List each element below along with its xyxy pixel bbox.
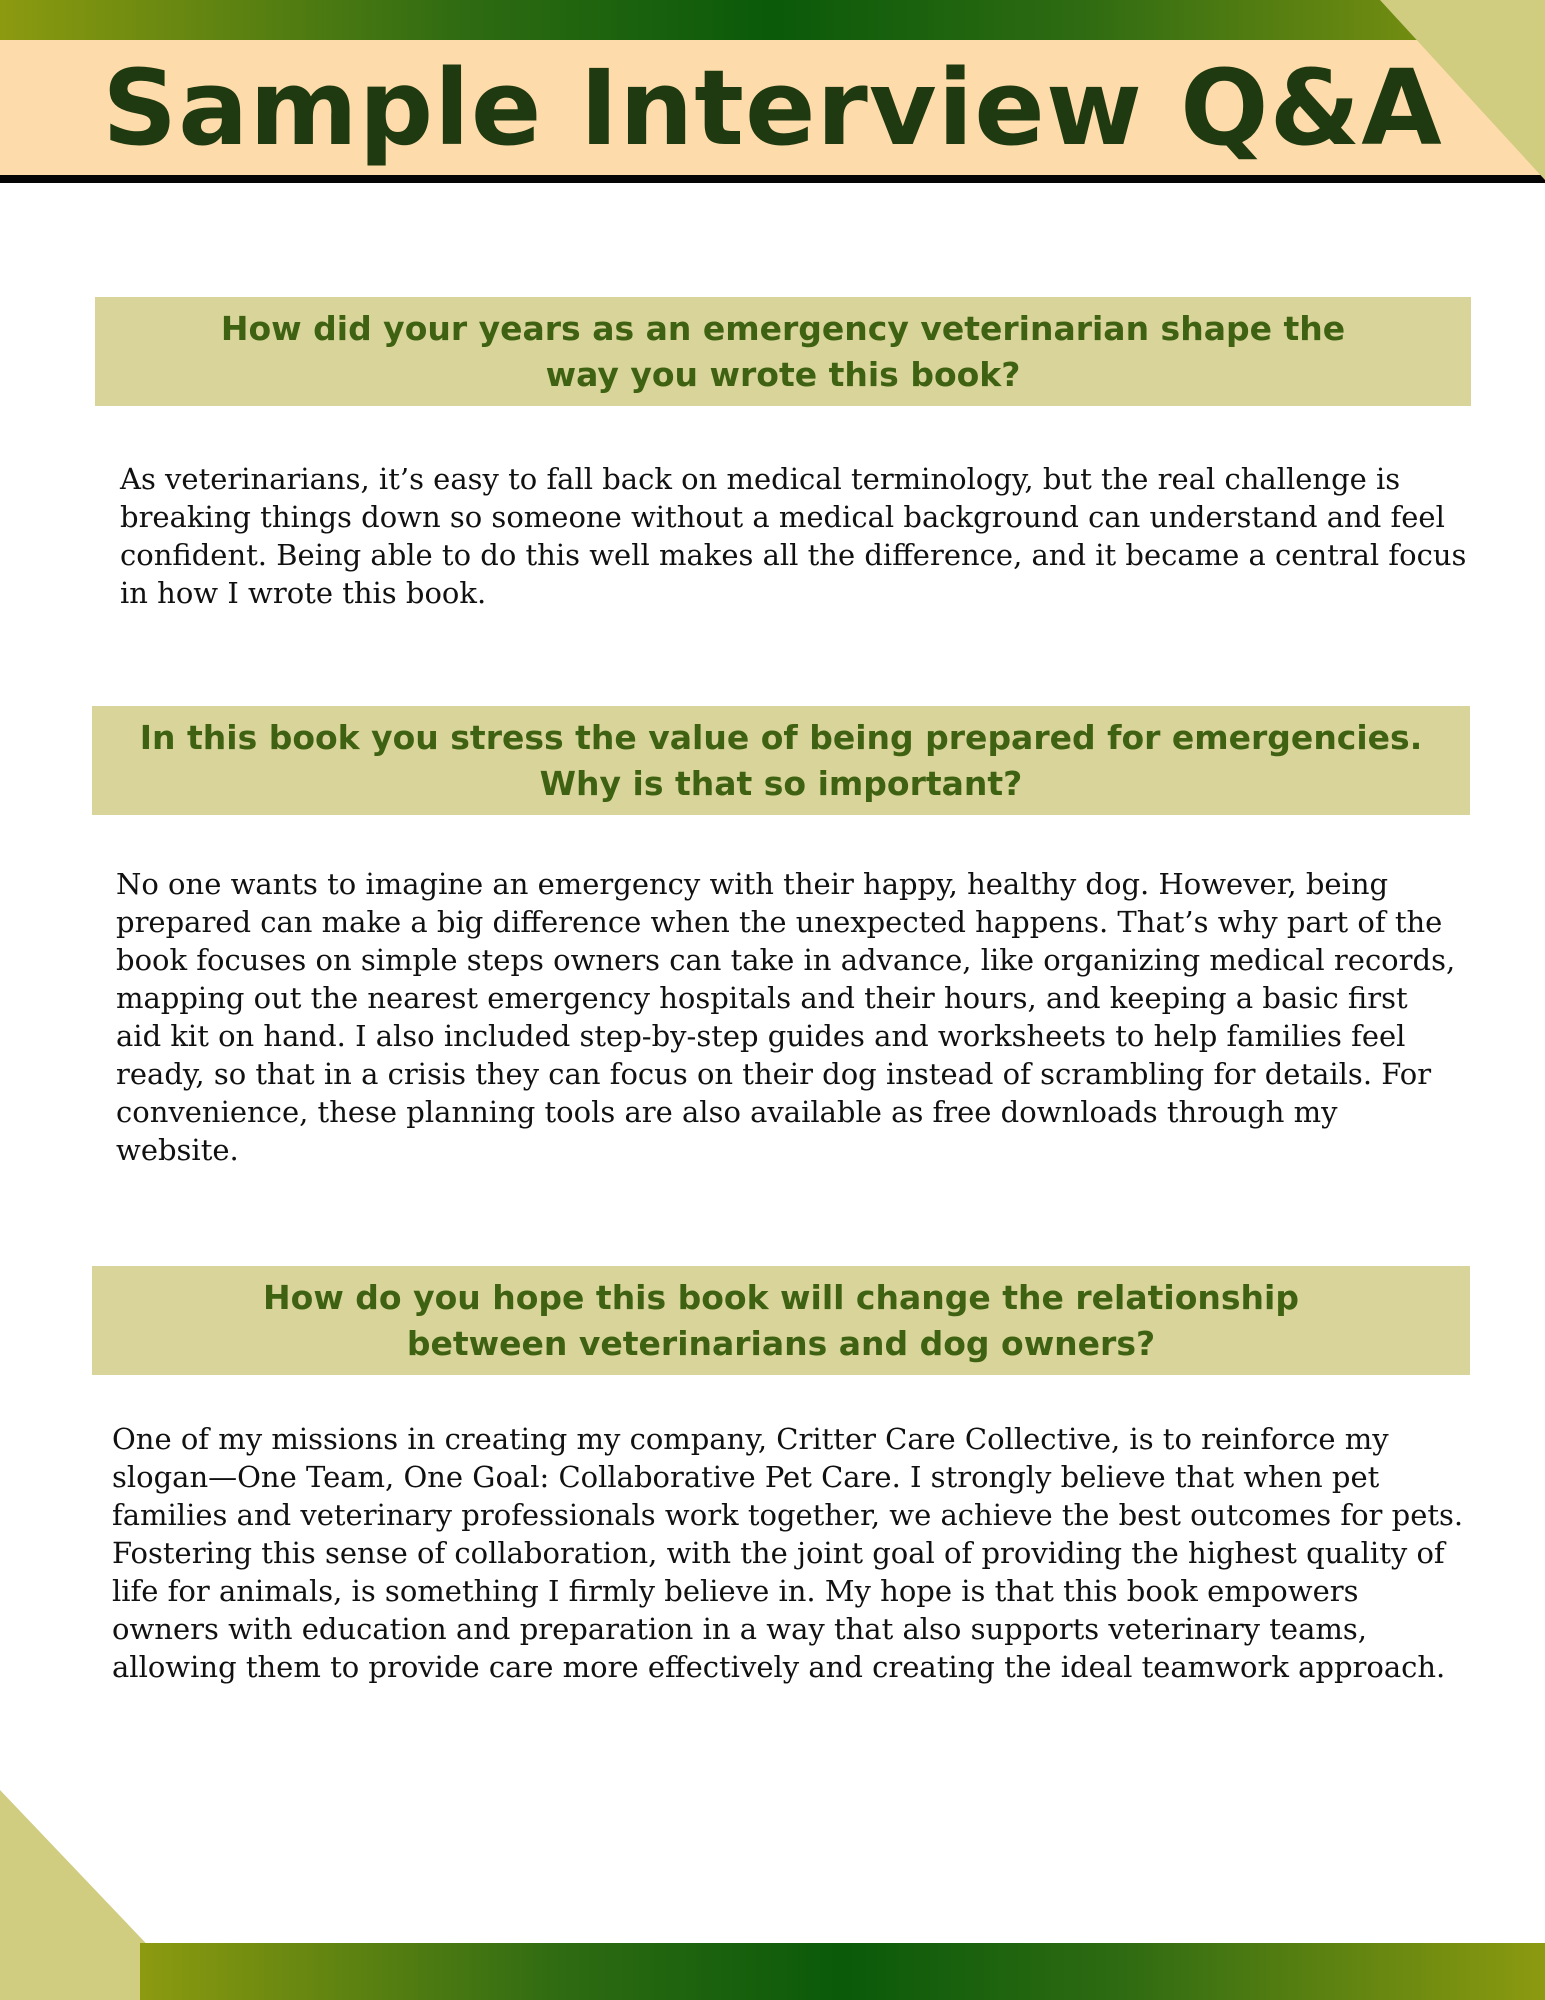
question-band-3	[92, 1266, 1470, 1375]
answer-2: No one wants to imagine an emergency with their happy, healthy dog. However, being prepared can make a big difference when the unexpected happens. That’s why part of the book focuses on simple steps owners can take in advance, like organizing medical records, mapping out the nearest emergency hospitals and their hours, and keeping a basic first aid kit on hand. I also included step-by-step guides and worksheets to help families feel ready, so that in a crisis they can focus on their dog instead of scrambling for details. For convenience, these planning tools are also available as free downloads through my website.	[116, 867, 1456, 1167]
bottom-gradient-bar	[140, 1943, 1545, 2000]
question-band-1	[95, 297, 1471, 406]
page-title: Sample Interview Q&A	[102, 47, 1443, 169]
answer-3: One of my missions in creating my company, Critter Care Collective, is to reinforce my slogan—One Team, One Goal: Collaborative Pet Care. I strongly believe that when pet families and veterinary professionals work together, we achieve the best outcomes for pets. Fostering this sense of collaboration, with the joint goal of providing the highest quality of life for animals, is something I firmly believe in. My hope is that this book empowers owners with education and preparation in a way that also supports veterinary teams, allowing them to provide care more effectively and creating the ideal teamwork approach.	[112, 1422, 1464, 1684]
question-2: In this book you stress the value of being prepared for emergencies. Why is that so important?	[139, 717, 1423, 803]
question-1: How did your years as an emergency veterinarian shape the way you wrote this book?	[220, 308, 1346, 394]
question-3: How do you hope this book will change the relationship between veterinarians and dog owners?	[263, 1277, 1299, 1363]
title-divider	[0, 175, 1545, 183]
answer-1: As veterinarians, it’s easy to fall back on medical terminology, but the real challenge is breaking things down so someone without a medical background can understand and feel confident. Being able to do this well makes all the difference, and it became a central focus in how I wrote this book.	[120, 462, 1467, 610]
top-gradient-bar	[0, 0, 1545, 40]
question-band-2	[92, 706, 1470, 815]
